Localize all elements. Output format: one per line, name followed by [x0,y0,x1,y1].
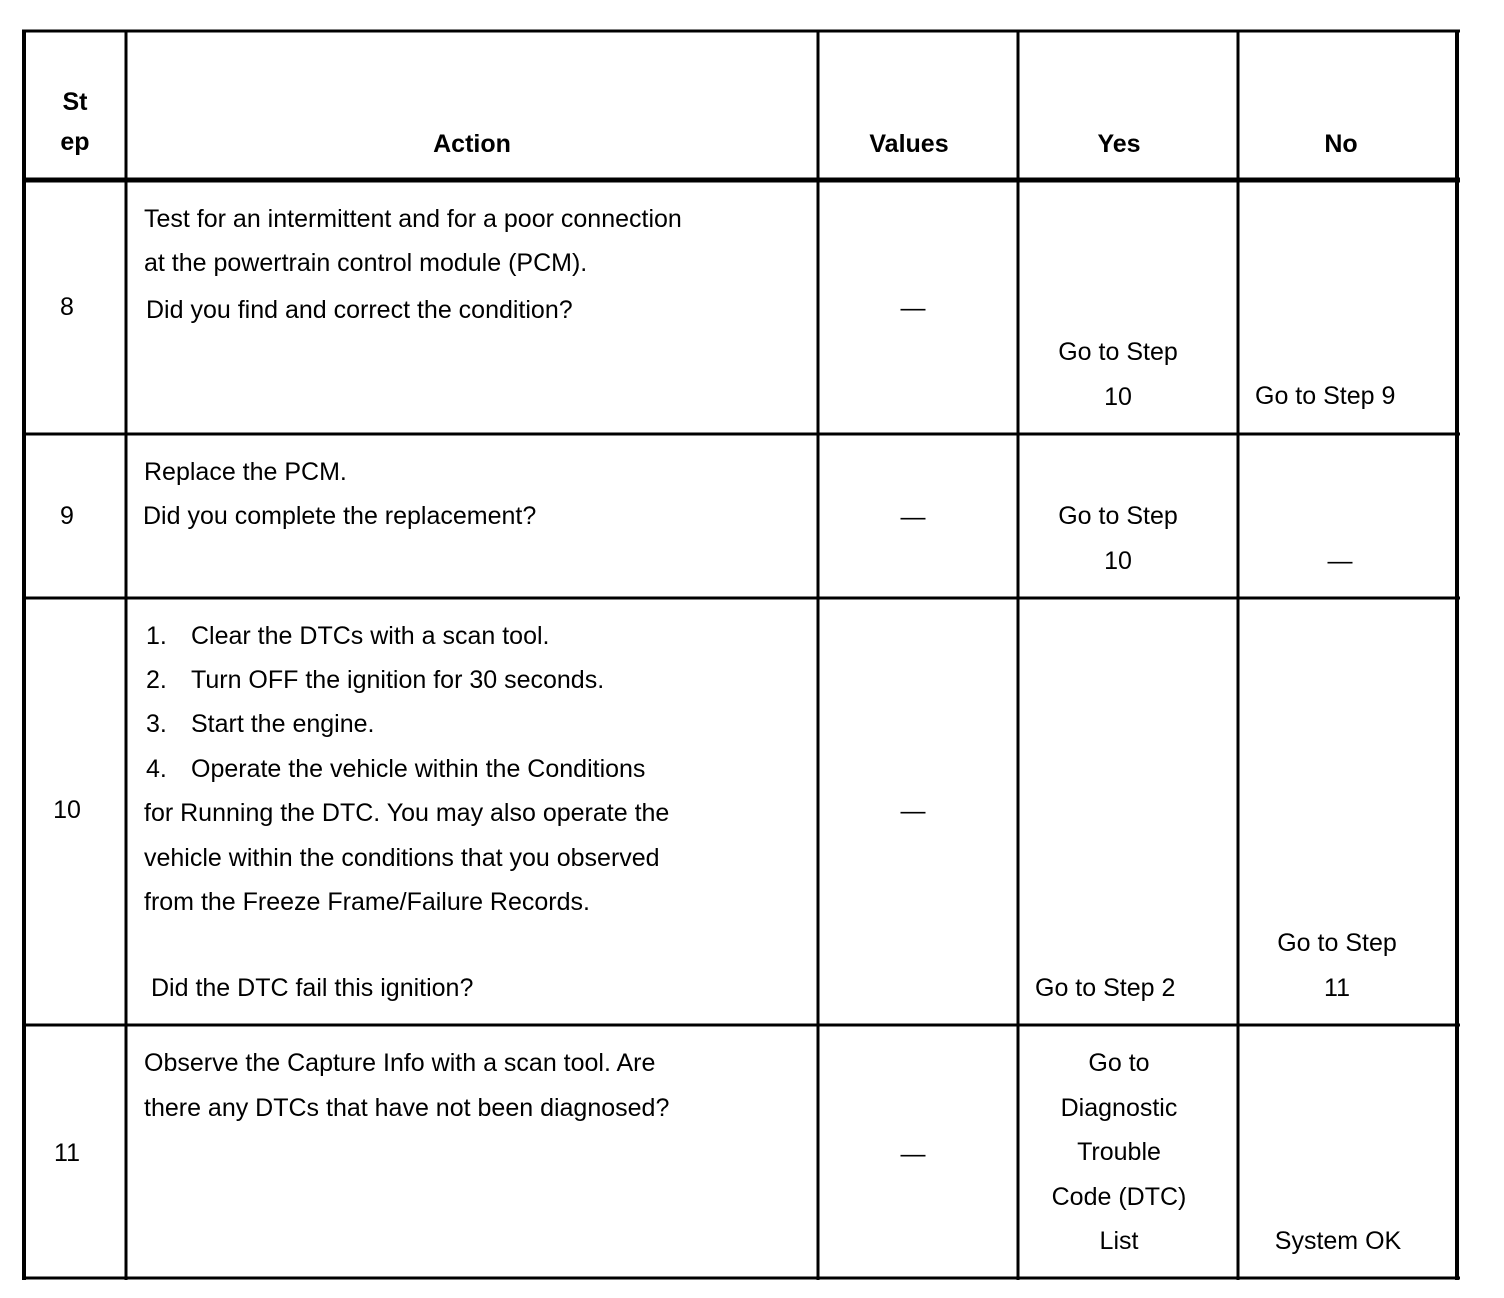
yes-line: Go to Step [1058,338,1178,366]
yes-cell: Go to Step 2 [1035,974,1176,1002]
action-question: Did the DTC fail this ignition? [151,974,474,1002]
values-cell: — [900,294,926,322]
header-action: Action [433,130,511,158]
no-cell [1238,921,1436,1010]
header-step [26,82,124,162]
action-text: Observe the Capture Info with a scan tool. Are [144,1049,656,1077]
action-text: vehicle within the conditions that you observed [144,844,660,872]
action-text: Test for an intermittent and for a poor connection [144,205,682,233]
yes-line: Go to Step [1058,502,1178,530]
yes-line: Go to [1088,1049,1150,1077]
values-cell: — [900,503,926,531]
list-item-text: Clear the DTCs with a scan tool. [191,622,550,650]
list-item-text: Operate the vehicle within the Conditions [191,755,646,783]
yes-line: List [1099,1227,1139,1255]
header-values: Values [869,130,949,158]
no-line: Go to Step [1277,929,1397,957]
step-number: 11 [54,1139,80,1167]
action-text: there any DTCs that have not been diagnosed? [144,1094,670,1122]
action-question: Did you complete the replacement? [143,502,537,530]
header-yes: Yes [1097,130,1141,158]
action-text: at the powertrain control module (PCM). [144,249,588,277]
yes-line: Trouble [1077,1138,1161,1166]
list-number: 2. [146,666,167,694]
yes-cell [1018,1041,1220,1264]
no-line: 11 [1324,973,1350,1002]
header-step-line: ep [60,128,90,156]
list-number: 1. [146,622,167,650]
list-number: 4. [146,755,167,783]
list-item-text: Turn OFF the ignition for 30 seconds. [191,666,605,694]
yes-cell [1018,494,1218,583]
yes-line: Code (DTC) [1051,1182,1187,1211]
no-cell: System OK [1274,1227,1402,1255]
action-text: for Running the DTC. You may also operate the [144,799,670,827]
no-cell: — [1327,547,1353,575]
step-number: 10 [53,796,81,824]
header-step-line: St [62,88,88,116]
header-no: No [1324,130,1358,158]
step-number: 9 [60,502,74,530]
values-cell: — [900,797,926,825]
list-item-text: Start the engine. [191,710,375,738]
action-text: from the Freeze Frame/Failure Records. [144,888,590,916]
values-cell: — [900,1140,926,1168]
step-number: 8 [60,293,74,321]
yes-line: 10 [1104,382,1132,411]
yes-line: Diagnostic [1060,1093,1178,1122]
yes-cell [1018,330,1218,419]
no-cell: Go to Step 9 [1255,382,1396,410]
yes-line: 10 [1104,546,1132,575]
list-number: 3. [146,710,167,738]
action-question: Did you find and correct the condition? [146,296,573,324]
action-text: Replace the PCM. [144,458,347,486]
